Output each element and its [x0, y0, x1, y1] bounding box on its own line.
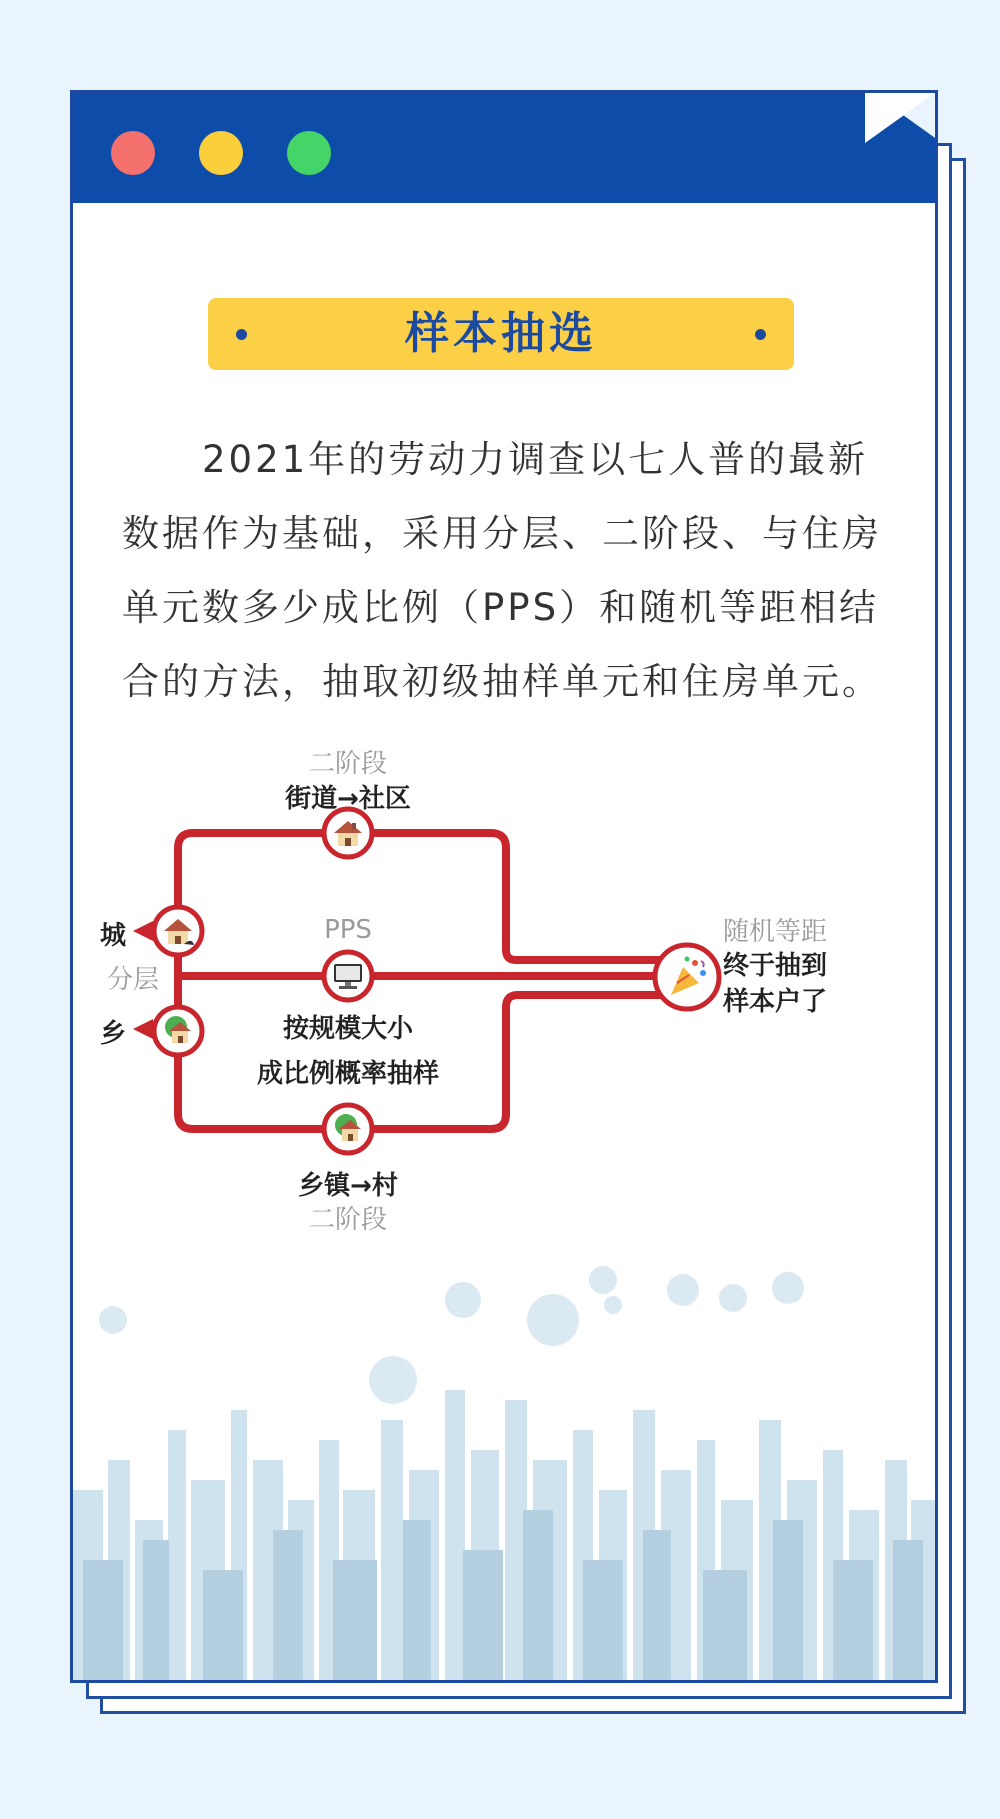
pps-label: PPS: [324, 915, 372, 945]
page-title: 样本抽选: [405, 308, 597, 359]
rural-label: 乡: [99, 1019, 126, 1049]
paragraph-text: 2021年的劳动力调查以七人普的最新数据作为基础，采用分层、二阶段、与住房单元数多少成比例（PPS）和随机等距相结合的方法，抽取初级抽样单元和住房单元。: [122, 438, 882, 703]
bottom-path-label: 乡镇→村: [298, 1171, 398, 1201]
card: [70, 90, 938, 1683]
stratify-label: 分层: [106, 965, 159, 995]
pps-desc-line1: 按规模大小: [282, 1014, 413, 1044]
bottom-stage-label: 二阶段: [308, 1205, 387, 1235]
end-line2: 样本户了: [723, 987, 828, 1017]
top-stage-label: 二阶段: [308, 749, 387, 779]
top-path-label: 街道→社区: [285, 784, 411, 814]
end-line1: 终于抽到: [723, 951, 828, 981]
end-method-label: 随机等距: [723, 917, 828, 947]
pps-desc-line2: 成比例概率抽样: [256, 1059, 439, 1089]
city-label: 城: [99, 921, 126, 951]
city-skyline: [73, 1260, 935, 1680]
